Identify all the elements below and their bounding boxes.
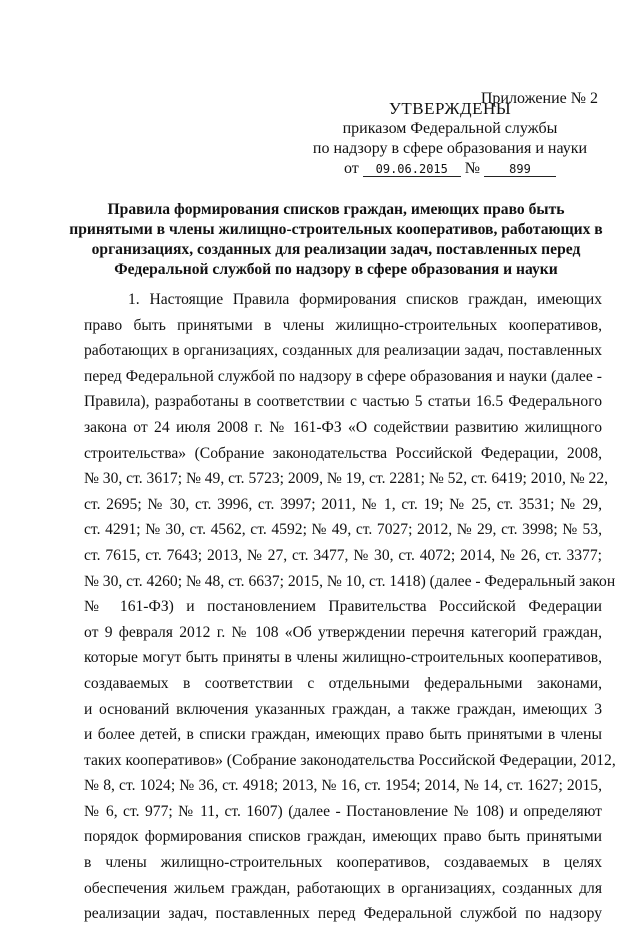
paragraph-line: Правила), разработаны в соответствии с частью 5 статьи 16.5 Федерального [84, 393, 602, 411]
number-prefix: № [464, 160, 481, 177]
document-body [84, 287, 616, 927]
order-date-number-line [300, 159, 600, 179]
paragraph-line: работающих в организациях, созданных для реализации задач, поставленных [84, 342, 602, 360]
paragraph-line: 1. Настоящие Правила формирования списков граждан, имеющих [128, 291, 602, 308]
title-line: принятыми в члены жилищно-строительных кооперативов, работающих в [69, 221, 603, 238]
approval-block [300, 97, 600, 179]
document-title [66, 200, 606, 280]
paragraph-line: реализации задач, поставленных перед Федеральной службой по надзору [84, 905, 602, 923]
paragraph-line: № 161-ФЗ) и постановлением Правительства Российской Федерации [84, 598, 602, 616]
title-line: Правила формирования списков граждан, имеющих право быть [107, 201, 565, 218]
paragraph-line: ст. 7615, ст. 7643; 2013, № 27, ст. 3477, № 30, ст. 4072; 2014, № 26, ст. 3377; [84, 546, 602, 564]
paragraph-line: закона от 24 июля 2008 г. № 161-ФЗ «О содействии развитию жилищного [84, 418, 602, 436]
date-prefix: от [343, 160, 359, 177]
paragraph-line: которые могут быть приняты в члены жилищно-строительных кооперативов, [84, 649, 602, 667]
appendix-label: Приложение № 2 [480, 90, 598, 107]
paragraph-line: № 30, ст. 4260; № 48, ст. 6637; 2015, № 10, ст. 1418) (далее - Федеральный закон [84, 572, 616, 590]
paragraph-line: порядок формирования списков граждан, имеющих право быть принятыми [84, 828, 602, 846]
paragraph-line: право быть принятыми в члены жилищно-строительных кооперативов, [84, 316, 602, 334]
title-line: организациях, созданных для реализации задач, поставленных перед [91, 241, 581, 258]
order-number: 899 [484, 162, 556, 177]
paragraph-line: таких кооперативов» (Собрание законодательства Российской Федерации, 2012, [84, 751, 616, 769]
paragraph-line: перед Федеральной службой по надзору в сфере образования и науки (далее - [84, 367, 602, 385]
paragraph-line: № 6, ст. 977; № 11, ст. 1607) (далее - Постановление № 108) и определяют [84, 802, 602, 820]
paragraph-line: строительства» (Собрание законодательства Российской Федерации, 2008, [84, 444, 602, 462]
title-line: Федеральной службой по надзору в сфере образования и науки [114, 261, 558, 278]
paragraph-line: от 9 февраля 2012 г. № 108 «Об утверждении перечня категорий граждан, [84, 623, 602, 641]
paragraph-line: создаваемых в соответствии с отдельными федеральными законами, [84, 674, 602, 692]
paragraph-line: и оснований включения указанных граждан, а также граждан, имеющих 3 [84, 700, 602, 718]
paragraph-line: в члены жилищно-строительных кооперативов, создаваемых в целях [84, 854, 602, 872]
order-line-2: по надзору в сфере образования и науки [312, 140, 588, 157]
paragraph-line: № 8, ст. 1024; № 36, ст. 4918; 2013, № 16, ст. 1954; 2014, № 14, ст. 1627; 2015, [84, 777, 602, 795]
approved-heading: УТВЕРЖДЕНЫ [388, 99, 512, 118]
paragraph-line: обеспечения жильем граждан, работающих в организациях, созданных для [84, 879, 602, 897]
paragraph-line: № 30, ст. 3617; № 49, ст. 5723; 2009, № 19, ст. 2281; № 52, ст. 6419; 2010, № 22, [84, 470, 609, 488]
paragraph-line: ст. 4291; № 30, ст. 4562, ст. 4592; № 49, ст. 7027; 2012, № 29, ст. 3998; № 53, [84, 521, 602, 539]
paragraph-line: и более детей, в списки граждан, имеющих право быть принятыми в члены [84, 726, 602, 744]
order-date: 09.06.2015 [363, 162, 461, 177]
paragraph-line: ст. 2695; № 30, ст. 3996, ст. 3997; 2011, № 1, ст. 19; № 25, ст. 3531; № 29, [84, 495, 602, 513]
order-line-1: приказом Федеральной службы [342, 120, 558, 137]
